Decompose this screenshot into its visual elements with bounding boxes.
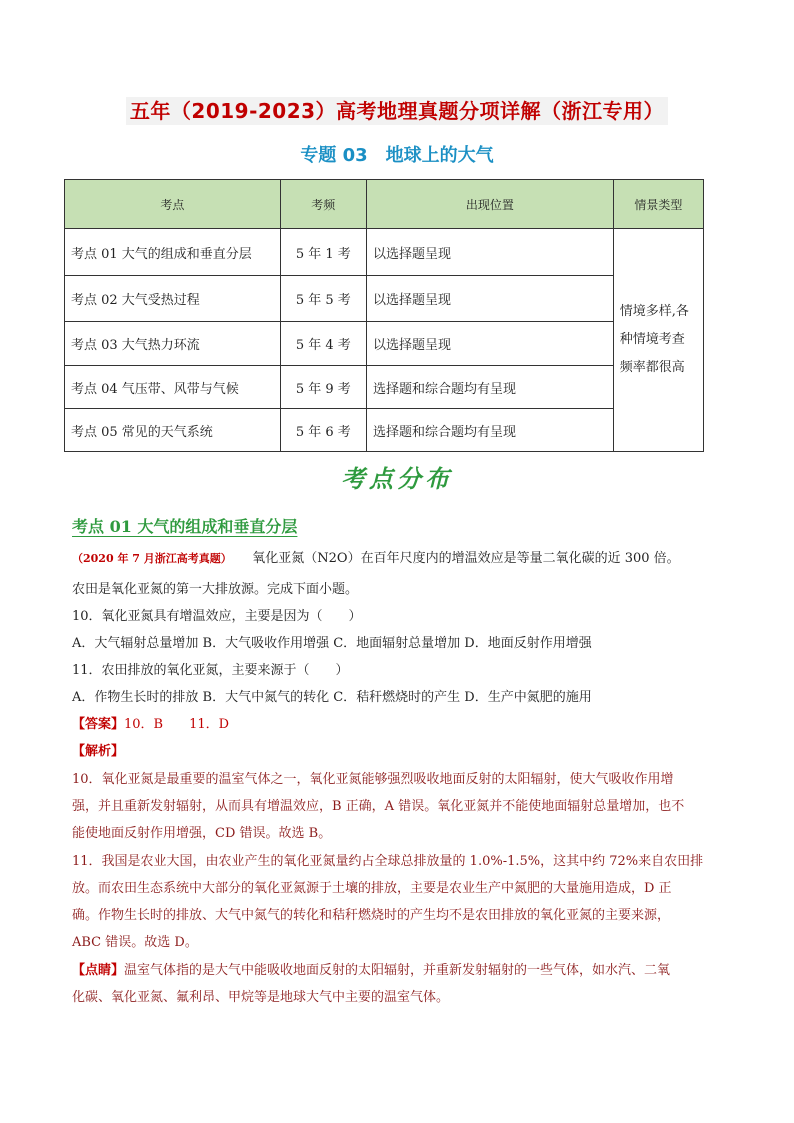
scenario-cell: 情境多样,各种情境考查频率都很高 <box>613 229 703 452</box>
header-topic: 考点 <box>65 180 281 229</box>
analysis-label: 【解析】 <box>72 744 125 759</box>
tip-label: 【点睛】 <box>72 963 125 978</box>
row-position: 以选择题呈现 <box>366 229 613 276</box>
row-topic: 考点 03 大气热力环流 <box>65 322 281 366</box>
analysis-11-line-1: 11．我国是农业大国，由农业产生的氧化亚氮量约占全球总排放量的 1.0%-1.5%，这其中约 72%来自农田排 <box>72 854 704 869</box>
topic-heading: 考点 01 大气的组成和垂直分层 <box>72 517 298 536</box>
row-topic: 考点 05 常见的天气系统 <box>65 409 281 452</box>
row-topic: 考点 02 大气受热过程 <box>65 276 281 322</box>
table-row <box>65 276 704 322</box>
answer-line <box>72 713 724 732</box>
answer-label: 【答案】 <box>72 717 125 732</box>
document-subtitle: 专题 03 地球上的大气 <box>300 145 494 166</box>
analysis-10-line-1: 10．氧化亚氮是最重要的温室气体之一，氧化亚氮能够强烈吸收地面反射的太阳辐射，使大气吸收作用增 <box>72 772 674 787</box>
tip-text: 温室气体指的是大气中能吸收地面反射的太阳辐射，并重新发射辐射的一些气体，如水汽、二氧 <box>124 963 671 978</box>
row-position: 选择题和综合题均有呈现 <box>366 366 613 409</box>
section-title-distribution: 考点分布 <box>341 464 453 493</box>
row-frequency: 5 年 9 考 <box>280 366 366 409</box>
header-frequency: 考频 <box>280 180 366 229</box>
table-header-row <box>65 180 704 229</box>
table-row <box>65 322 704 366</box>
analysis-11-line-3: 确。作物生长时的排放、大气中氮气的转化和秸秆燃烧时的产生均不是农田排放的氧化亚氮的主要来源， <box>72 908 671 923</box>
question-intro-line-1 <box>72 547 724 566</box>
tip-line-2: 化碳、氧化亚氮、氟利昂、甲烷等是地球大气中主要的温室气体。 <box>72 990 450 1005</box>
analysis-10-line-2: 强，并且重新发射辐射，从而具有增温效应，B 正确，A 错误。氧化亚氮并不能使地面辐射总量增加，也不 <box>72 799 685 814</box>
analysis-10-line-3: 能使地面反射作用增强，CD 错误。故选 B。 <box>72 826 332 841</box>
question-11-options: A．作物生长时的排放 B．大气中氮气的转化 C．秸秆燃烧时的产生 D．生产中氮肥的施用 <box>72 690 592 705</box>
table-row <box>65 409 704 452</box>
tip-line-1 <box>72 959 724 978</box>
row-frequency: 5 年 6 考 <box>280 409 366 452</box>
table-row <box>65 229 704 276</box>
row-position: 选择题和综合题均有呈现 <box>366 409 613 452</box>
question-intro-text: 氧化亚氮（N2O）在百年尺度内的增温效应是等量二氧化碳的近 300 倍。 <box>226 551 680 566</box>
question-10: 10．氧化亚氮具有增温效应，主要是因为（ ） <box>72 609 362 624</box>
row-frequency: 5 年 5 考 <box>280 276 366 322</box>
question-10-options: A．大气辐射总量增加 B．大气吸收作用增强 C．地面辐射总量增加 D．地面反射作用增强 <box>72 636 592 651</box>
question-source: （2020 年 7 月浙江高考真题） <box>72 552 227 565</box>
row-position: 以选择题呈现 <box>366 322 613 366</box>
row-frequency: 5 年 4 考 <box>280 322 366 366</box>
row-position: 以选择题呈现 <box>366 276 613 322</box>
answer-value: 10．B 11．D <box>124 717 230 732</box>
header-position: 出现位置 <box>366 180 613 229</box>
table-row <box>65 366 704 409</box>
question-11: 11．农田排放的氧化亚氮，主要来源于（ ） <box>72 663 349 678</box>
row-topic: 考点 04 气压带、风带与气候 <box>65 366 281 409</box>
document-title: 五年（2019-2023）高考地理真题分项详解（浙江专用） <box>0 95 794 124</box>
topic-summary-table <box>64 179 704 452</box>
header-scenario: 情景类型 <box>613 180 703 229</box>
row-topic: 考点 01 大气的组成和垂直分层 <box>65 229 281 276</box>
analysis-11-line-4: ABC 错误。故选 D。 <box>72 935 198 950</box>
analysis-11-line-2: 放。而农田生态系统中大部分的氧化亚氮源于土壤的排放，主要是农业生产中氮肥的大量施用造成，D 正 <box>72 881 672 896</box>
row-frequency: 5 年 1 考 <box>280 229 366 276</box>
question-intro-line-2: 农田是氧化亚氮的第一大排放源。完成下面小题。 <box>72 582 359 597</box>
